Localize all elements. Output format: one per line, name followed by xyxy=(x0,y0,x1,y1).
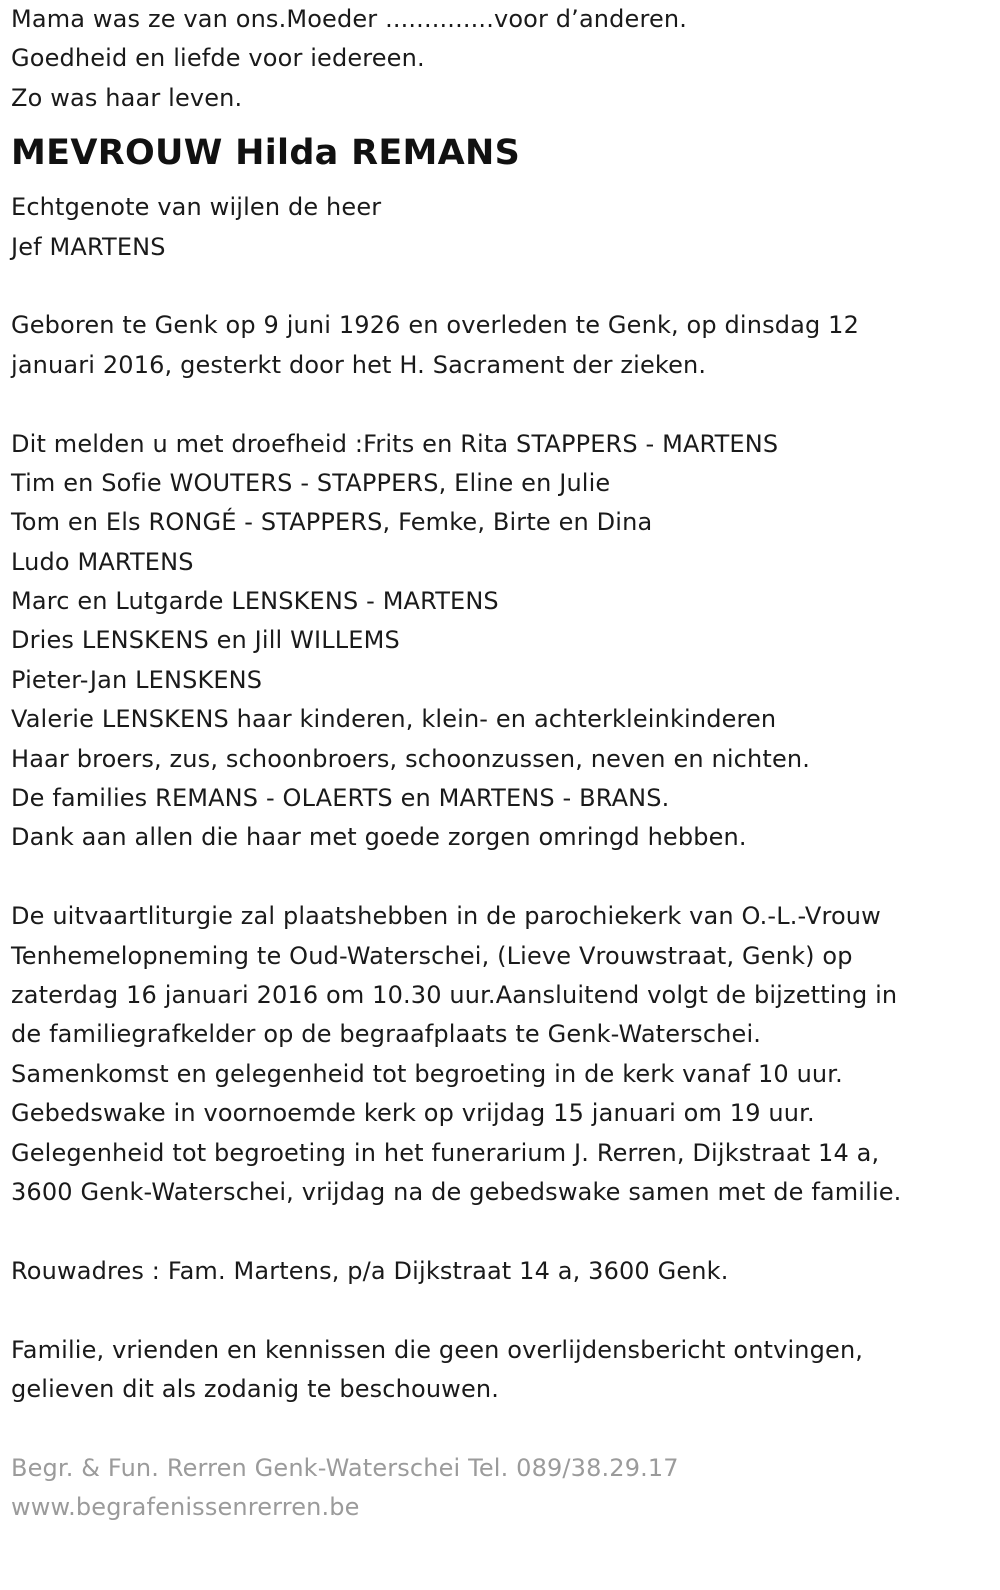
family-line: Ludo MARTENS xyxy=(11,547,194,576)
spacer xyxy=(11,267,991,306)
family-line: Dank aan allen die haar met goede zorgen omringd hebben. xyxy=(11,823,747,852)
funeral-line: Tenhemelopneming te Oud-Waterschei, (Lieve Vrouwstraat, Genk) op xyxy=(11,941,853,970)
birth-death-line: Geboren te Genk op 9 juni 1926 en overleden te Genk, op dinsdag 12 xyxy=(11,311,860,340)
family-line: Valerie LENSKENS haar kinderen, klein- en achterkleinkinderen xyxy=(11,705,777,734)
funeral-line: de familiegrafkelder op de begraafplaats te Genk-Waterschei. xyxy=(11,1020,762,1049)
funeral-block xyxy=(11,897,991,1212)
spacer xyxy=(11,858,991,897)
funeral-line: 3600 Genk-Waterschei, vrijdag na de gebedswake samen met de familie. xyxy=(11,1177,902,1206)
notice-block xyxy=(11,1331,991,1410)
mourning-address: Rouwadres : Fam. Martens, p/a Dijkstraat 14 a, 3600 Genk. xyxy=(11,1256,729,1285)
birth-death-block xyxy=(11,306,991,385)
funeral-home-website: www.begrafenissenrerren.be xyxy=(11,1493,360,1522)
funeral-line: zaterdag 16 januari 2016 om 10.30 uur.Aansluitend volgt de bijzetting in xyxy=(11,980,898,1009)
funeral-line: Gebedswake in voornoemde kerk op vrijdag 15 januari om 19 uur. xyxy=(11,1099,815,1128)
spouse-block xyxy=(11,188,991,267)
funeral-line: Gelegenheid tot begroeting in het funerarium J. Rerren, Dijkstraat 14 a, xyxy=(11,1138,880,1167)
family-line: Dries LENSKENS en Jill WILLEMS xyxy=(11,626,400,655)
spacer xyxy=(11,1409,991,1448)
family-line: Tom en Els RONGÉ - STAPPERS, Femke, Birte en Dina xyxy=(11,508,653,537)
family-line: Pieter-Jan LENSKENS xyxy=(11,665,263,694)
intro-line: Goedheid en liefde voor iedereen. xyxy=(11,44,425,73)
funeral-line: De uitvaartliturgie zal plaatshebben in de parochiekerk van O.-L.-Vrouw xyxy=(11,902,881,931)
family-line: Haar broers, zus, schoonbroers, schoonzussen, neven en nichten. xyxy=(11,744,811,773)
footer xyxy=(11,1449,991,1528)
spouse-line: Echtgenote van wijlen de heer xyxy=(11,193,382,222)
funeral-home-contact: Begr. & Fun. Rerren Genk-Waterschei Tel. 089/38.29.17 xyxy=(11,1453,679,1482)
family-line: Marc en Lutgarde LENSKENS - MARTENS xyxy=(11,587,499,616)
spacer xyxy=(11,1212,991,1251)
funeral-line: Samenkomst en gelegenheid tot begroeting in de kerk vanaf 10 uur. xyxy=(11,1059,843,1088)
spacer xyxy=(11,1291,991,1330)
family-line: De families REMANS - OLAERTS en MARTENS - BRANS. xyxy=(11,784,670,813)
notice-line: Familie, vrienden en kennissen die geen overlijdensbericht ontvingen, xyxy=(11,1335,864,1364)
notice-line: gelieven dit als zodanig te beschouwen. xyxy=(11,1374,500,1403)
spacer xyxy=(11,385,991,424)
family-line: Dit melden u met droefheid :Frits en Rita STAPPERS - MARTENS xyxy=(11,429,779,458)
birth-death-line: januari 2016, gesterkt door het H. Sacrament der zieken. xyxy=(11,350,707,379)
intro-line: Mama was ze van ons.Moeder ..............voor d’anderen. xyxy=(11,5,688,33)
deceased-name: MEVROUW Hilda REMANS xyxy=(11,133,521,174)
obituary-document xyxy=(11,0,991,1527)
family-block xyxy=(11,425,991,858)
family-line: Tim en Sofie WOUTERS - STAPPERS, Eline en Julie xyxy=(11,468,611,497)
intro-poem xyxy=(11,0,991,118)
spouse-line: Jef MARTENS xyxy=(11,232,166,261)
intro-line: Zo was haar leven. xyxy=(11,83,243,112)
